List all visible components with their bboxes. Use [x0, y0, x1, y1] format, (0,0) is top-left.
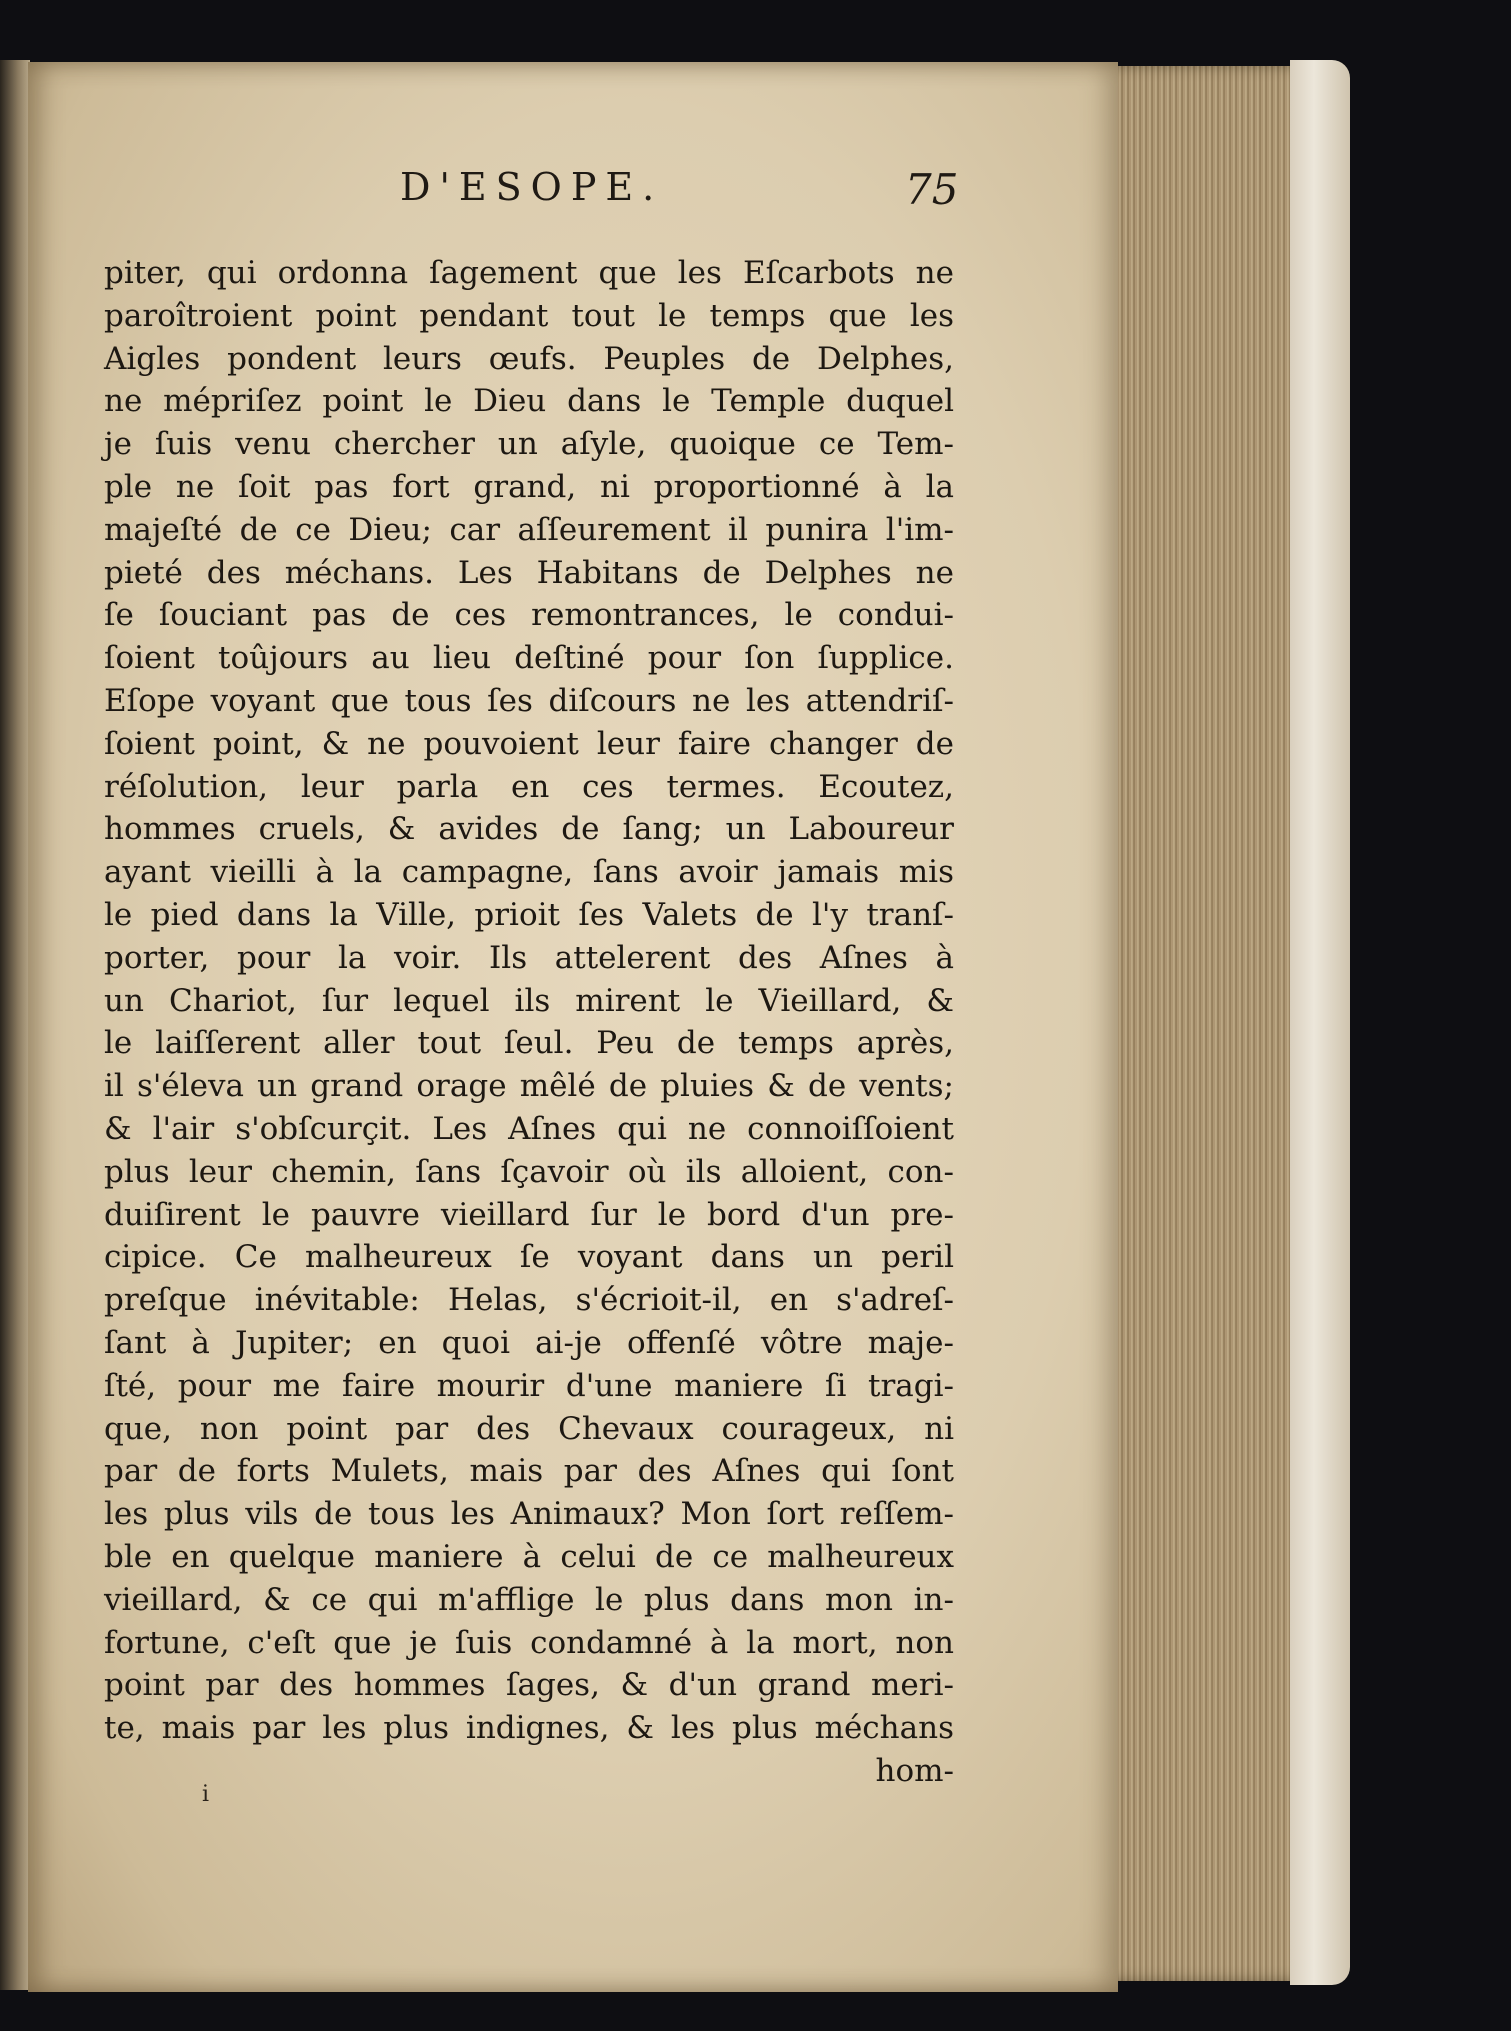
text-line: hommes cruels, & avides de ſang; un Laboureur — [104, 811, 954, 848]
text-line: piter, qui ordonna ſagement que les Eſcarbots ne — [104, 255, 954, 291]
text-line: un Chariot, ſur lequel ils mirent le Vieillard, & — [104, 982, 954, 1019]
text-line: je ſuis venu chercher un aſyle, quoique ce Tem- — [104, 426, 954, 463]
page-block-edges — [1100, 66, 1300, 1981]
running-title: D'ESOPE. — [400, 165, 664, 209]
text-line: ſant à Jupiter; en quoi ai-je offenſé vôtre maje- — [104, 1324, 954, 1361]
text-line: ſoient point, & ne pouvoient leur faire changer de — [104, 725, 954, 762]
text-line: preſque inévitable: Helas, s'écrioit-il, en s'adreſ- — [104, 1282, 954, 1319]
text-line: ple ne ſoit pas fort grand, ni proportionné à la — [104, 468, 954, 505]
page-number: 75 — [905, 165, 959, 214]
text-line: ſe ſouciant pas de ces remontrances, le condui- — [104, 597, 954, 634]
text-line: ble en quelque maniere à celui de ce malheureux — [104, 1538, 954, 1575]
text-line: ne mépriſez point le Dieu dans le Temple duquel — [104, 383, 954, 420]
text-line: porter, pour la voir. Ils attelerent des Aſnes à — [104, 939, 954, 976]
text-line: par de forts Mulets, mais par des Aſnes qui ſont — [104, 1453, 954, 1490]
text-line: le laiſſerent aller tout ſeul. Peu de temps après, — [104, 1025, 954, 1062]
text-line: ſoient toûjours au lieu deſtiné pour ſon ſupplice. — [104, 640, 954, 677]
text-line: les plus vils de tous les Animaux? Mon ſort reſſem- — [104, 1496, 954, 1533]
text-line: pieté des méchans. Les Habitans de Delphes ne — [104, 554, 954, 591]
catchword: hom- — [875, 1752, 954, 1789]
text-line: que, non point par des Chevaux courageux, ni — [104, 1410, 954, 1447]
text-line: ſté, pour me faire mourir d'une maniere ſi tragi- — [104, 1367, 954, 1404]
text-line: majeſté de ce Dieu; car aſſeurement il punira l'im- — [104, 511, 954, 548]
text-line: il s'éleva un grand orage mêlé de pluies & de vents; — [104, 1068, 954, 1105]
text-line: fortune, c'eſt que je ſuis condamné à la mort, non — [104, 1624, 954, 1661]
text-line: duiſirent le pauvre vieillard ſur le bord d'un pre- — [104, 1196, 954, 1233]
text-line: Eſope voyant que tous ſes diſcours ne les attendriſ- — [104, 682, 954, 719]
text-line: & l'air s'obſcurçit. Les Aſnes qui ne connoiſſoient — [104, 1110, 954, 1147]
text-line: paroîtroient point pendant tout le temps que les — [104, 297, 954, 334]
text-line: ayant vieilli à la campagne, ſans avoir jamais mis — [104, 854, 954, 891]
text-line: réſolution, leur parla en ces termes. Ecoutez, — [104, 768, 954, 805]
text-line: Aigles pondent leurs œufs. Peuples de Delphes, — [104, 340, 954, 377]
body-text — [104, 252, 954, 1793]
text-line: te, mais par les plus indignes, & les plus méchans — [104, 1710, 954, 1747]
text-line: point par des hommes ſages, & d'un grand meri- — [104, 1667, 954, 1704]
text-line: vieillard, & ce qui m'afflige le plus dans mon in- — [104, 1581, 954, 1618]
signature-mark: i — [202, 1782, 210, 1807]
vellum-cover — [1290, 60, 1350, 1985]
text-line: le pied dans la Ville, prioit ſes Valets de l'y tranſ- — [104, 896, 954, 933]
facing-page-edge — [0, 60, 30, 1990]
text-line: cipice. Ce malheureux ſe voyant dans un peril — [104, 1239, 954, 1276]
text-line: plus leur chemin, ſans ſçavoir où ils alloient, con- — [104, 1153, 954, 1190]
